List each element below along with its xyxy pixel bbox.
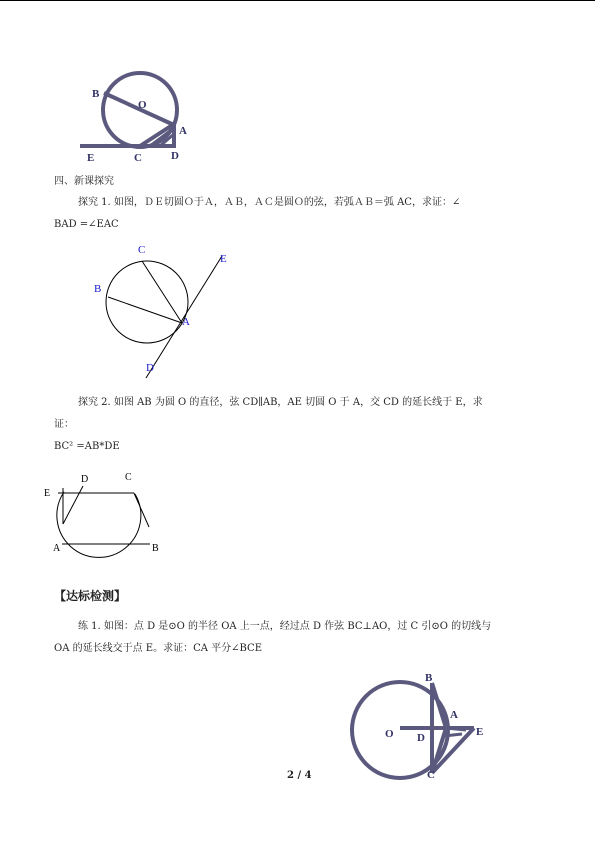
- explore2-line2: 证：: [54, 419, 74, 430]
- fig1-label-c: C: [134, 152, 142, 164]
- explore2-line1: 探究 2. 如图 AB 为圆 O 的直径，弦 CD∥AB，AE 切圆 O 于 A，交 CD 的延长线于 E，求: [78, 397, 483, 408]
- exercise1-line1: 练 1. 如图：点 D 是⊙O 的半径 OA 上一点，经过点 D 作弦 BC⊥AO，过 C 引⊙O 的切线与: [78, 621, 492, 632]
- fig3-label-d: D: [81, 474, 89, 485]
- explore1-line1: 探究 1. 如图，ＤＥ切圆Ｏ于Ａ，ＡＢ，ＡＣ是圆Ｏ的弦，若弧ＡＢ＝弧 AC，求证：∠: [78, 197, 461, 208]
- fig1-label-b: B: [92, 88, 100, 100]
- fig4-fill-line: [444, 734, 462, 736]
- explore2-line3: BC² =AB*DE: [54, 441, 120, 452]
- fig1-label-e: E: [87, 152, 95, 164]
- fig1-label-d: D: [171, 150, 179, 162]
- fig4-label-a: A: [450, 709, 458, 721]
- fig4-label-d: D: [417, 732, 425, 744]
- fig3-label-b: B: [152, 543, 159, 554]
- fig4-label-o: O: [385, 728, 394, 740]
- fig4-segment-ba: [432, 683, 446, 728]
- fig4-fill-line: [446, 728, 466, 730]
- fig2-label-d: D: [146, 362, 154, 374]
- explore1-line2: BAD =∠EAC: [54, 219, 119, 230]
- fig3-label-e: E: [44, 488, 51, 499]
- check-heading: 【达标检测】: [54, 589, 127, 603]
- fig1-label-a: A: [179, 125, 187, 137]
- fig4-label-e: E: [476, 726, 484, 738]
- fig3-label-c: C: [125, 472, 132, 483]
- fig1-label-o: O: [138, 99, 147, 111]
- exercise1-line2: OA 的延长线交于点 E。求证：CA 平分∠BCE: [54, 643, 262, 654]
- page-number: 2 / 4: [287, 770, 312, 781]
- fig2-label-c: C: [138, 244, 146, 256]
- fig4-label-b: B: [425, 672, 433, 684]
- fig2-label-b: B: [94, 283, 102, 295]
- fig2-label-e: E: [220, 253, 227, 265]
- fig4-label-c: C: [427, 769, 435, 781]
- fig2-label-a: A: [182, 316, 190, 328]
- fig3-label-a: A: [53, 543, 61, 554]
- section-heading: 四、新课探究: [54, 176, 114, 187]
